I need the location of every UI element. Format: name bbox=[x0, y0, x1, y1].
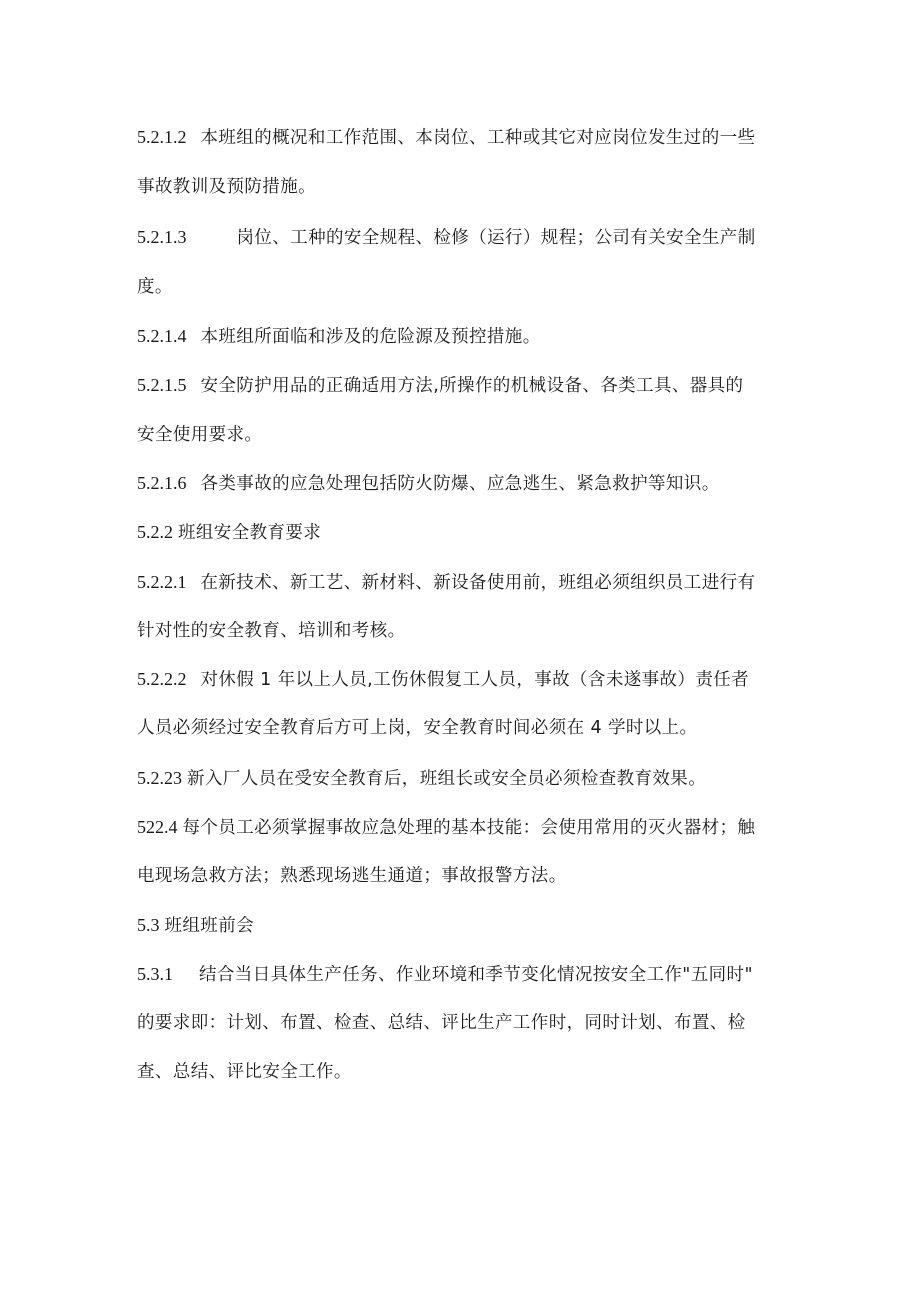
clause-text: 人员必须经过安全教育后方可上岗，安全教育时间必须在 4 学时以上。 bbox=[137, 718, 698, 738]
clause-number: 5.2.1.3 bbox=[137, 227, 187, 247]
paragraph-5-2-2-4-line-2 bbox=[137, 864, 567, 888]
paragraph-5-2-2-1-line-2 bbox=[137, 619, 406, 643]
clause-text: 针对性的安全教育、培训和考核。 bbox=[137, 621, 406, 641]
clause-text: 新入厂人员在受安全教育后，班组长或安全员必须检查教育效果。 bbox=[187, 769, 707, 789]
paragraph-5-3-1-line-3 bbox=[137, 1060, 352, 1084]
clause-text: 的要求即：计划、布置、检查、总结、评比生产工作时，同时计划、布置、检 bbox=[137, 1013, 746, 1033]
clause-text: 各类事故的应急处理包括防火防爆、应急逃生、紧急救护等知识。 bbox=[200, 474, 720, 494]
clause-number: 5.2.2.2 bbox=[137, 669, 187, 689]
clause-number: 5.2.1.2 bbox=[137, 127, 187, 147]
clause-text: 在新技术、新工艺、新材料、新设备使用前，班组必须组织员工进行有 bbox=[200, 573, 756, 593]
section-heading-5-3 bbox=[137, 913, 254, 938]
clause-number: 5.2.1.6 bbox=[137, 473, 187, 493]
paragraph-5-2-1-5-line-1 bbox=[137, 373, 743, 398]
paragraph-5-2-1-3-line-1 bbox=[137, 225, 756, 250]
section-heading-5-2-2 bbox=[137, 520, 321, 545]
clause-number: 5.2.2 bbox=[137, 522, 173, 542]
paragraph-5-2-2-4-line-1 bbox=[137, 815, 755, 840]
paragraph-5-2-2-3-line-1 bbox=[137, 766, 706, 791]
clause-text: 安全防护用品的正确适用方法,所操作的机械设备、各类工具、器具的 bbox=[200, 376, 744, 396]
clause-text: 对休假 1 年以上人员,工伤休假复工人员，事故（含未遂事故）责任者 bbox=[200, 670, 750, 690]
paragraph-5-2-1-5-line-2 bbox=[137, 423, 262, 447]
paragraph-5-3-1-line-2 bbox=[137, 1011, 746, 1035]
section-title: 班组班前会 bbox=[164, 916, 254, 936]
paragraph-5-2-1-2-line-1 bbox=[137, 125, 755, 150]
clause-text: 度。 bbox=[137, 277, 173, 297]
clause-text: 每个员工必须掌握事故应急处理的基本技能：会使用常用的灭火器材；触 bbox=[182, 818, 756, 838]
clause-number: 5.2.2.1 bbox=[137, 572, 187, 592]
clause-text: 事故教训及预防措施。 bbox=[137, 177, 316, 197]
clause-number: 5.2.23 bbox=[137, 768, 182, 788]
clause-text: 电现场急救方法；熟悉现场逃生通道；事故报警方法。 bbox=[137, 866, 567, 886]
clause-text: 结合当日具体生产任务、作业环境和季节变化情况按安全工作"五同时" bbox=[199, 965, 753, 985]
section-title: 班组安全教育要求 bbox=[178, 523, 322, 543]
clause-text: 本班组的概况和工作范围、本岗位、工种或其它对应岗位发生过的一些 bbox=[200, 128, 756, 148]
paragraph-5-2-1-4-line-1 bbox=[137, 324, 541, 349]
clause-number: 5.2.1.5 bbox=[137, 375, 187, 395]
paragraph-5-2-2-2-line-1 bbox=[137, 667, 749, 692]
clause-number: 5.3 bbox=[137, 915, 160, 935]
clause-text: 查、总结、评比安全工作。 bbox=[137, 1062, 352, 1082]
clause-number: 522.4 bbox=[137, 817, 178, 837]
paragraph-5-2-2-1-line-1 bbox=[137, 570, 755, 595]
paragraph-5-3-1-line-1 bbox=[137, 962, 753, 987]
clause-text: 岗位、工种的安全规程、检修（运行）规程；公司有关安全生产制 bbox=[236, 228, 756, 248]
clause-number: 5.2.1.4 bbox=[137, 326, 187, 346]
paragraph-5-2-1-2-line-2 bbox=[137, 175, 316, 199]
paragraph-5-2-1-6-line-1 bbox=[137, 471, 720, 496]
clause-text: 本班组所面临和涉及的危险源及预控措施。 bbox=[200, 327, 541, 347]
clause-number: 5.3.1 bbox=[137, 964, 173, 984]
paragraph-5-2-1-3-line-2 bbox=[137, 275, 173, 299]
clause-text: 安全使用要求。 bbox=[137, 425, 263, 445]
paragraph-5-2-2-2-line-2 bbox=[137, 716, 697, 740]
